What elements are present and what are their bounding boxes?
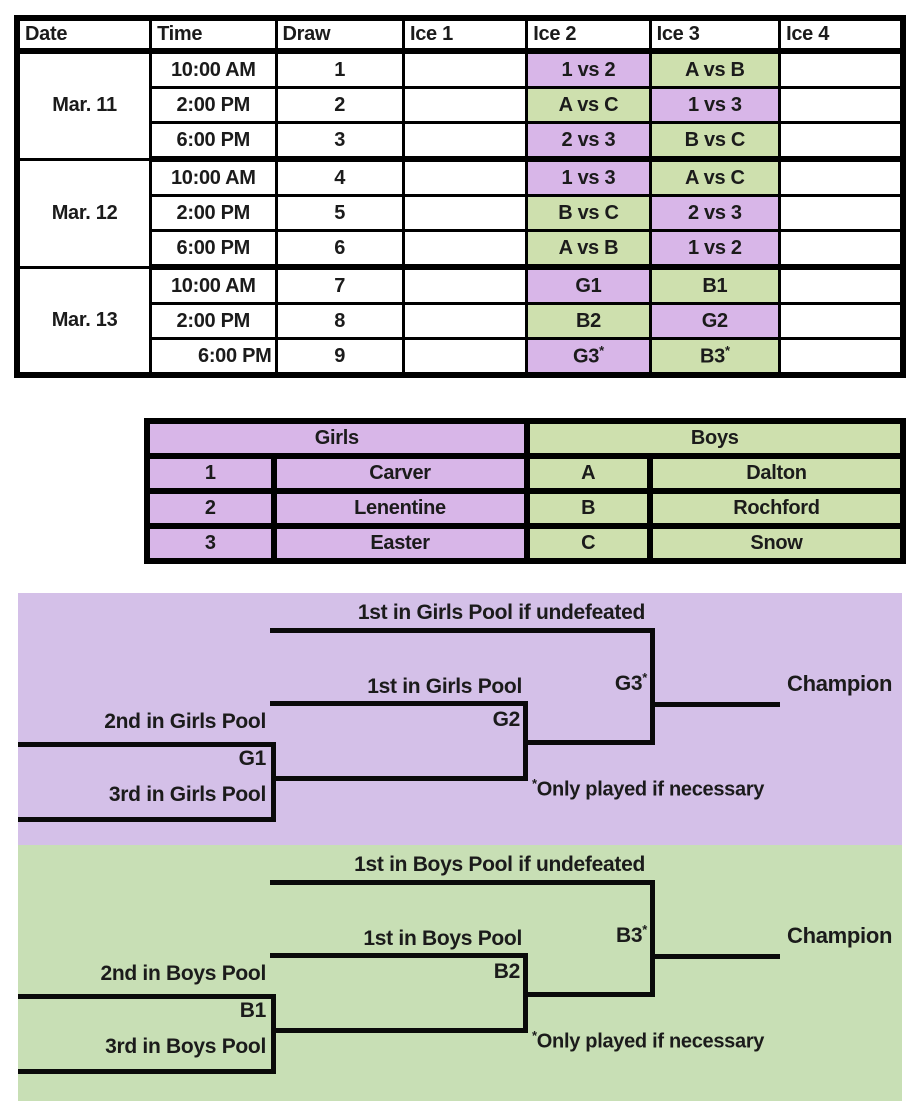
ice2-match-cell — [527, 123, 650, 160]
ice3-match-cell — [650, 196, 780, 231]
girls-team-id-cell: 2 — [147, 491, 274, 526]
draw-cell: 7 — [276, 267, 403, 304]
ice3-match-cell — [650, 267, 780, 304]
match-label: G2 — [701, 309, 728, 332]
match-label: B3 — [699, 345, 725, 368]
ice4-cell — [780, 267, 903, 304]
schedule-row-draw3 — [17, 123, 903, 160]
girls-1st-seed-label: 1st in Girls Pool — [367, 675, 522, 698]
time-cell: 2:00 PM — [151, 304, 276, 339]
boys-team-id-cell: C — [527, 526, 650, 561]
boys-team-name-cell: Rochford — [650, 491, 903, 526]
boys-team-id-cell: B — [527, 491, 650, 526]
column-header-time: Time — [151, 18, 276, 51]
bracket-connector — [523, 953, 528, 1033]
girls-3rd-seed-label: 3rd in Girls Pool — [108, 783, 266, 806]
boys-team-id-cell: A — [527, 456, 650, 491]
draw-cell: 6 — [276, 231, 403, 268]
ice1-cell — [403, 159, 526, 196]
boys-footnote: *Only played if necessary — [532, 1028, 765, 1053]
ice2-match-cell — [527, 88, 650, 123]
girls-game1-label: G1 — [238, 747, 266, 770]
ice2-match-cell — [527, 304, 650, 339]
draw-cell: 9 — [276, 339, 403, 376]
girls-game3-label: G3* — [614, 670, 647, 695]
asterisk-mark: * — [599, 342, 604, 358]
boys-pool-header: Boys — [527, 421, 903, 456]
match-label: B1 — [702, 274, 728, 297]
schedule-row-draw1 — [17, 51, 903, 88]
column-header-ice2: Ice 2 — [527, 18, 650, 51]
time-cell: 10:00 AM — [151, 159, 276, 196]
bracket-line — [18, 817, 276, 822]
pools-table — [144, 418, 906, 564]
match-label: B2 — [575, 309, 601, 332]
bracket-line — [655, 702, 780, 707]
match-label: B vs C — [684, 128, 746, 151]
column-header-ice4: Ice 4 — [780, 18, 903, 51]
match-label: B vs C — [558, 201, 619, 224]
bracket-line — [18, 742, 276, 747]
bracket-connector — [271, 994, 276, 1074]
ice4-cell — [780, 231, 903, 268]
girls-team-id-cell: 1 — [147, 456, 274, 491]
schedule-row-draw6 — [17, 231, 903, 268]
bracket-connector — [650, 628, 655, 745]
ice3-match-cell — [650, 159, 780, 196]
match-label: 2 vs 3 — [561, 128, 616, 151]
girls-team-id-cell: 3 — [147, 526, 274, 561]
bracket-line — [523, 740, 650, 745]
pools-row-1 — [147, 456, 903, 491]
girls-team-name-cell: Lenentine — [274, 491, 527, 526]
ice1-cell — [403, 51, 526, 88]
match-label: G3 — [573, 345, 600, 368]
schedule-table — [14, 15, 906, 378]
ice1-cell — [403, 196, 526, 231]
bracket-line — [270, 880, 650, 885]
ice2-match-cell — [527, 231, 650, 268]
schedule-row-draw8 — [17, 304, 903, 339]
date-cell: Mar. 13 — [17, 267, 151, 375]
girls-1st-undefeated-label: 1st in Girls Pool if undefeated — [357, 601, 645, 624]
bracket-line — [270, 628, 650, 633]
ice1-cell — [403, 304, 526, 339]
draw-cell: 4 — [276, 159, 403, 196]
column-header-ice3: Ice 3 — [650, 18, 780, 51]
boys-team-name-cell: Snow — [650, 526, 903, 561]
ice1-cell — [403, 88, 526, 123]
ice4-cell — [780, 51, 903, 88]
schedule-row-draw9 — [17, 339, 903, 376]
bracket-connector — [271, 742, 276, 822]
schedule-row-draw5 — [17, 196, 903, 231]
asterisk-mark: * — [724, 342, 730, 358]
asterisk-mark: * — [532, 1028, 537, 1043]
ice1-cell — [403, 231, 526, 268]
ice4-cell — [780, 88, 903, 123]
bracket-line — [270, 701, 523, 706]
schedule-row-draw4 — [17, 159, 903, 196]
match-label: A vs B — [558, 236, 619, 259]
draw-cell: 5 — [276, 196, 403, 231]
time-cell: 2:00 PM — [151, 88, 276, 123]
ice3-match-cell — [650, 339, 780, 376]
ice3-match-cell — [650, 304, 780, 339]
bracket-line — [523, 992, 650, 997]
draw-cell: 8 — [276, 304, 403, 339]
pools-header-row — [147, 421, 903, 456]
bracket-line — [270, 953, 523, 958]
boys-playoff-bracket — [18, 845, 902, 1101]
girls-pool-header: Girls — [147, 421, 527, 456]
bracket-line — [18, 994, 276, 999]
time-cell: 6:00 PM — [151, 339, 276, 376]
girls-playoff-bracket — [18, 593, 902, 845]
schedule-row-draw7 — [17, 267, 903, 304]
boys-1st-undefeated-label: 1st in Boys Pool if undefeated — [354, 853, 645, 876]
girls-footnote: *Only played if necessary — [532, 776, 765, 801]
schedule-header-row — [17, 18, 903, 51]
draw-cell: 3 — [276, 123, 403, 160]
girls-2nd-seed-label: 2nd in Girls Pool — [104, 710, 266, 733]
boys-game2-label: B2 — [493, 960, 520, 983]
pools-row-2 — [147, 491, 903, 526]
ice4-cell — [780, 159, 903, 196]
girls-champion-label: Champion — [787, 671, 893, 696]
match-label: A vs C — [684, 166, 745, 189]
pools-row-3 — [147, 526, 903, 561]
match-label: A vs B — [684, 58, 745, 81]
ice1-cell — [403, 267, 526, 304]
ice4-cell — [780, 304, 903, 339]
girls-team-name-cell: Easter — [274, 526, 527, 561]
ice1-cell — [403, 123, 526, 160]
match-label: G1 — [575, 274, 602, 297]
match-label: A vs C — [558, 93, 619, 116]
boys-game1-label: B1 — [239, 999, 266, 1022]
match-label: 1 vs 2 — [561, 58, 616, 81]
asterisk-mark: * — [642, 670, 647, 685]
date-cell: Mar. 11 — [17, 51, 151, 159]
time-cell: 10:00 AM — [151, 51, 276, 88]
match-label: 1 vs 3 — [687, 93, 742, 116]
ice1-cell — [403, 339, 526, 376]
ice3-match-cell — [650, 51, 780, 88]
column-header-draw: Draw — [276, 18, 403, 51]
ice3-match-cell — [650, 123, 780, 160]
match-label: 1 vs 3 — [561, 166, 616, 189]
column-header-ice1: Ice 1 — [403, 18, 526, 51]
girls-team-name-cell: Carver — [274, 456, 527, 491]
bracket-line — [18, 1069, 276, 1074]
ice2-match-cell — [527, 339, 650, 376]
ice3-match-cell — [650, 88, 780, 123]
girls-game2-label: G2 — [492, 708, 520, 731]
ice4-cell — [780, 123, 903, 160]
boys-1st-seed-label: 1st in Boys Pool — [363, 927, 522, 950]
ice2-match-cell — [527, 267, 650, 304]
time-cell: 6:00 PM — [151, 231, 276, 268]
boys-2nd-seed-label: 2nd in Boys Pool — [100, 962, 266, 985]
bracket-connector — [523, 701, 528, 781]
ice4-cell — [780, 339, 903, 376]
schedule-row-draw2 — [17, 88, 903, 123]
ice4-cell — [780, 196, 903, 231]
ice2-match-cell — [527, 196, 650, 231]
boys-champion-label: Champion — [787, 923, 893, 948]
bracket-connector — [650, 880, 655, 997]
boys-game3-label: B3* — [615, 922, 647, 947]
draw-cell: 2 — [276, 88, 403, 123]
boys-team-name-cell: Dalton — [650, 456, 903, 491]
draw-cell: 1 — [276, 51, 403, 88]
ice2-match-cell — [527, 51, 650, 88]
asterisk-mark: * — [642, 922, 647, 937]
ice3-match-cell — [650, 231, 780, 268]
match-label: 1 vs 2 — [687, 236, 742, 259]
boys-3rd-seed-label: 3rd in Boys Pool — [105, 1035, 266, 1058]
time-cell: 6:00 PM — [151, 123, 276, 160]
asterisk-mark: * — [532, 776, 537, 791]
date-cell: Mar. 12 — [17, 159, 151, 267]
match-label: 2 vs 3 — [687, 201, 742, 224]
bracket-line — [655, 954, 780, 959]
bracket-line — [271, 776, 523, 781]
bracket-line — [271, 1028, 523, 1033]
time-cell: 2:00 PM — [151, 196, 276, 231]
column-header-date: Date — [17, 18, 151, 51]
time-cell: 10:00 AM — [151, 267, 276, 304]
ice2-match-cell — [527, 159, 650, 196]
